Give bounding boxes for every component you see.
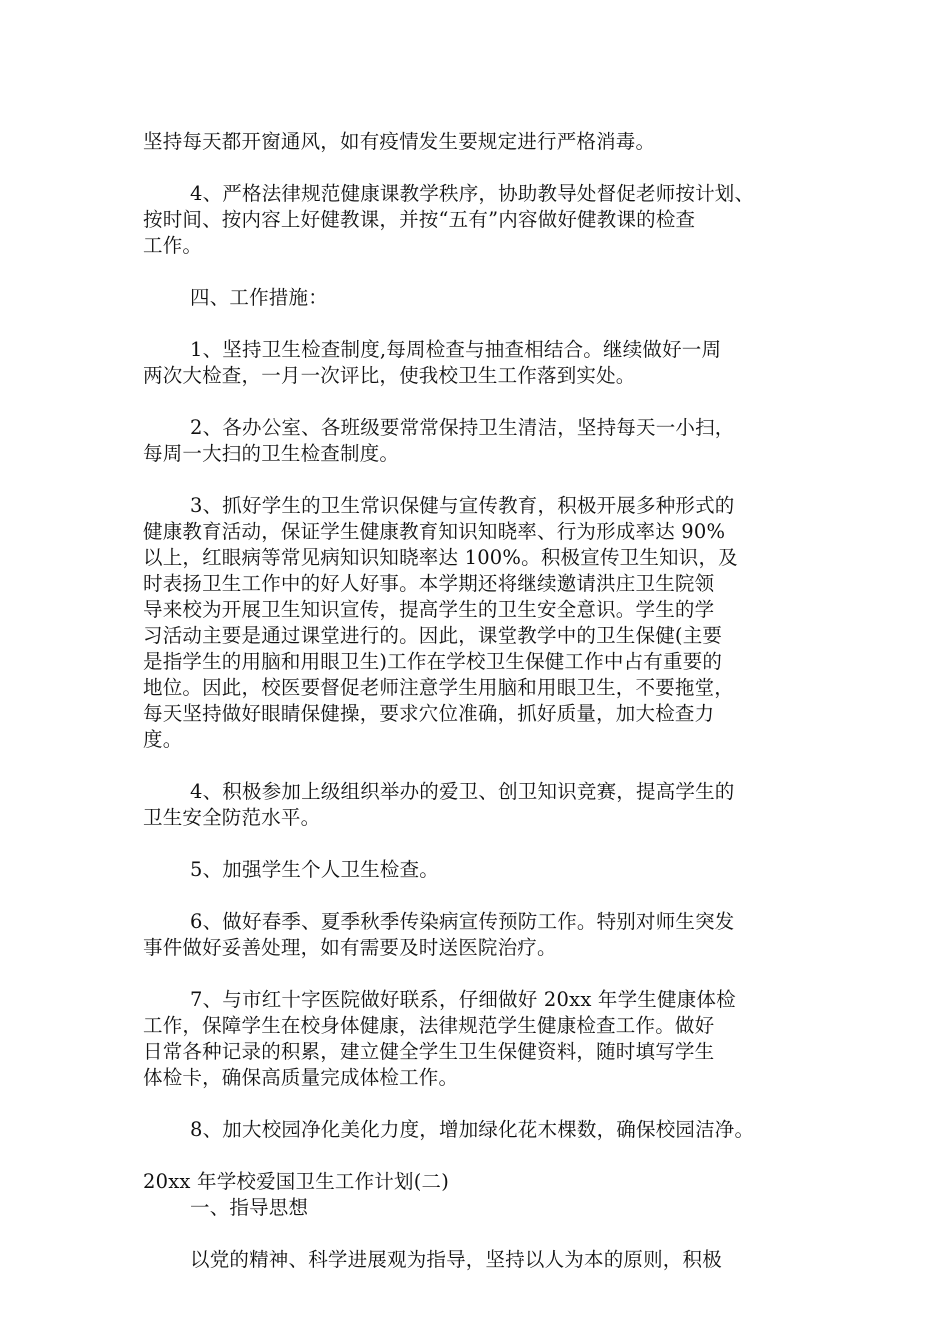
text-line: 按时间、按内容上好健教课，并按“五有”内容做好健教课的检查 [143,208,696,231]
text-line: 坚持每天都开窗通风，如有疫情发生要规定进行严格消毒。 [143,130,656,153]
text-line: 工作。 [143,234,203,257]
text-line: 5、加强学生个人卫生检查。 [190,858,440,881]
text-line: 时表扬卫生工作中的好人好事。本学期还将继续邀请洪庄卫生院领 [143,572,715,595]
text-line: 8、加大校园净化美化力度，增加绿化花木棵数，确保校园洁净。 [190,1118,755,1141]
text-line: 地位。因此，校医要督促老师注意学生用脑和用眼卫生，不要拖堂， [143,676,735,699]
text-line: 度。 [143,728,183,751]
text-line: 6、做好春季、夏季秋季传染病宣传预防工作。特别对师生突发 [190,910,735,933]
text-line: 两次大检查，一月一次评比，使我校卫生工作落到实处。 [143,364,636,387]
document-title: 20xx 年学校爱国卫生工作计划(二) [143,1170,450,1193]
text-line: 工作，保障学生在校身体健康，法律规范学生健康检查工作。做好 [143,1014,715,1037]
text-line: 导来校为开展卫生知识宣传，提高学生的卫生安全意识。学生的学 [143,598,715,621]
text-line: 日常各种记录的积累，建立健全学生卫生保健资料，随时填写学生 [143,1040,715,1063]
text-line: 1、坚持卫生检查制度,每周检查与抽查相结合。继续做好一周 [190,338,722,361]
section-heading: 四、工作措施： [190,286,328,309]
text-line: 健康教育活动，保证学生健康教育知识知晓率、行为形成率达 90% [143,520,726,543]
text-line: 以上，红眼病等常见病知识知晓率达 100%。积极宣传卫生知识，及 [143,546,738,569]
text-line: 卫生安全防范水平。 [143,806,321,829]
text-line: 体检卡，确保高质量完成体检工作。 [143,1066,459,1089]
text-line: 每周一大扫的卫生检查制度。 [143,442,400,465]
text-line: 3、抓好学生的卫生常识保健与宣传教育，积极开展多种形式的 [190,494,735,517]
text-line: 习活动主要是通过课堂进行的。因此，课堂教学中的卫生保健(主要 [143,624,723,647]
text-line: 4、严格法律规范健康课教学秩序，协助教导处督促老师按计划、 [190,182,755,205]
text-line: 7、与市红十字医院做好联系，仔细做好 20xx 年学生健康体检 [190,988,736,1011]
text-line: 以党的精神、科学进展观为指导，坚持以人为本的原则，积极 [190,1248,722,1271]
section-heading: 一、指导思想 [190,1196,309,1219]
text-line: 每天坚持做好眼睛保健操，要求穴位准确，抓好质量，加大检查力 [143,702,715,725]
text-line: 4、积极参加上级组织举办的爱卫、创卫知识竞赛，提高学生的 [190,780,735,803]
text-line: 是指学生的用脑和用眼卫生)工作在学校卫生保健工作中占有重要的 [143,650,723,673]
text-line: 事件做好妥善处理，如有需要及时送医院治疗。 [143,936,557,959]
text-line: 2、各办公室、各班级要常常保持卫生清洁，坚持每天一小扫， [190,416,735,439]
